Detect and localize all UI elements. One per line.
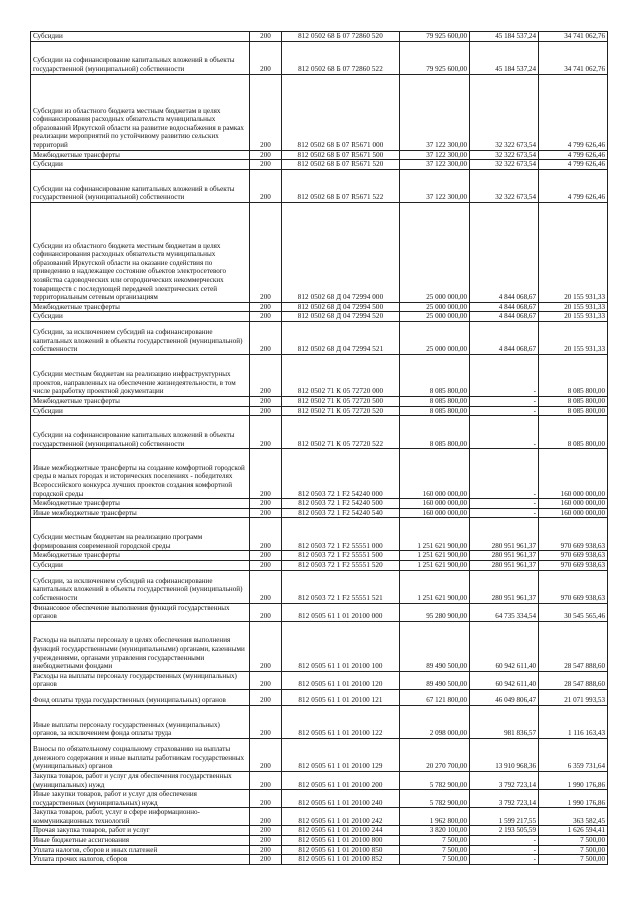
name-cell: Субсидии на софинансирование капитальных вложений в объекты государственной (муниципальной) собственности [31,41,250,74]
classifier-code-cell: 812 0503 72 1 F2 55551 521 [282,570,400,603]
table-row [31,836,608,846]
table-row [31,32,608,42]
executed-amount-cell: 4 844 068,67 [470,302,539,312]
executed-amount-cell: 2 193 505,59 [470,826,539,836]
name-cell: Иные бюджетные ассигнования [31,836,250,846]
approved-amount-cell: 67 121 800,00 [400,689,470,705]
classifier-code-cell: 812 0502 68 Б 07 R5671 500 [282,150,400,160]
name-cell: Субсидии [31,160,250,170]
remaining-amount-cell: 8 085 800,00 [539,406,608,416]
remaining-amount-cell: 7 500,00 [539,836,608,846]
line-code-cell: 200 [250,169,282,202]
table-row [31,790,608,808]
classifier-code-cell: 812 0503 72 1 F2 54240 540 [282,508,400,518]
remaining-amount-cell: 1 990 176,86 [539,790,608,808]
executed-amount-cell: - [470,836,539,846]
table-row [31,570,608,603]
line-code-cell: 200 [250,499,282,509]
name-cell: Уплата прочих налогов, сборов [31,855,250,865]
line-code-cell: 200 [250,449,282,499]
classifier-code-cell: 812 0502 71 К 05 72720 000 [282,354,400,396]
remaining-amount-cell: 4 799 626,46 [539,169,608,202]
name-cell: Фонд оплаты труда государственных (муниципальных) органов [31,689,250,705]
executed-amount-cell: 32 322 673,54 [470,150,539,160]
remaining-amount-cell: 970 669 938,63 [539,560,608,570]
approved-amount-cell: 2 098 000,00 [400,705,470,738]
table-row [31,169,608,202]
classifier-code-cell: 812 0502 68 Д 04 72994 500 [282,302,400,312]
executed-amount-cell: 32 322 673,54 [470,169,539,202]
table-row [31,302,608,312]
line-code-cell: 200 [250,150,282,160]
line-code-cell: 200 [250,855,282,865]
approved-amount-cell: 7 500,00 [400,845,470,855]
line-code-cell: 200 [250,508,282,518]
table-row [31,312,608,322]
name-cell: Расходы на выплаты персоналу в целях обеспечения выполнения функций государственными (муниципальными) органами, казенными учреждениями, органами управления государственными внебюджетными фондами [31,621,250,671]
classifier-code-cell: 812 0505 61 1 01 20100 129 [282,738,400,771]
line-code-cell: 200 [250,416,282,449]
approved-amount-cell: 160 000 000,00 [400,508,470,518]
remaining-amount-cell: 20 155 931,33 [539,202,608,302]
name-cell: Взносы по обязательному социальному страхованию на выплаты денежного содержания и иные выплаты работникам государственных (муниципальных) органов [31,738,250,771]
classifier-code-cell: 812 0505 61 1 01 20100 242 [282,808,400,826]
approved-amount-cell: 37 122 300,00 [400,169,470,202]
executed-amount-cell: - [470,508,539,518]
remaining-amount-cell: 28 547 888,60 [539,621,608,671]
approved-amount-cell: 1 962 800,00 [400,808,470,826]
executed-amount-cell: - [470,855,539,865]
line-code-cell: 200 [250,570,282,603]
classifier-code-cell: 812 0505 61 1 01 20100 000 [282,603,400,621]
executed-amount-cell: 981 836,57 [470,705,539,738]
remaining-amount-cell: 1 990 176,86 [539,771,608,789]
executed-amount-cell: - [470,845,539,855]
classifier-code-cell: 812 0502 68 Д 04 72994 520 [282,312,400,322]
executed-amount-cell: 280 951 961,37 [470,518,539,551]
table-row [31,689,608,705]
remaining-amount-cell: 160 000 000,00 [539,499,608,509]
classifier-code-cell: 812 0505 61 1 01 20100 852 [282,855,400,865]
classifier-code-cell: 812 0503 72 1 F2 54240 000 [282,449,400,499]
table-row [31,621,608,671]
line-code-cell: 200 [250,705,282,738]
remaining-amount-cell: 4 799 626,46 [539,150,608,160]
remaining-amount-cell: 34 741 062,76 [539,41,608,74]
name-cell: Межбюджетные трансферты [31,551,250,561]
approved-amount-cell: 1 251 621 900,00 [400,518,470,551]
executed-amount-cell: - [470,354,539,396]
table-row [31,855,608,865]
expense-table [30,31,608,865]
classifier-code-cell: 812 0505 61 1 01 20100 120 [282,671,400,689]
line-code-cell: 200 [250,845,282,855]
classifier-code-cell: 812 0502 68 Д 04 72994 521 [282,321,400,354]
executed-amount-cell: 60 942 611,40 [470,621,539,671]
executed-amount-cell: 4 844 068,67 [470,321,539,354]
classifier-code-cell: 812 0505 61 1 01 20100 121 [282,689,400,705]
executed-amount-cell: 280 951 961,37 [470,551,539,561]
executed-amount-cell: 4 844 068,67 [470,312,539,322]
classifier-code-cell: 812 0502 71 К 05 72720 522 [282,416,400,449]
executed-amount-cell: 280 951 961,37 [470,570,539,603]
executed-amount-cell: 45 184 537,24 [470,32,539,42]
name-cell: Субсидии на софинансирование капитальных вложений в объекты государственной (муниципальной) собственности [31,169,250,202]
classifier-code-cell: 812 0503 72 1 F2 54240 500 [282,499,400,509]
remaining-amount-cell: 21 071 993,53 [539,689,608,705]
table-row [31,354,608,396]
remaining-amount-cell: 8 085 800,00 [539,354,608,396]
name-cell: Субсидии [31,406,250,416]
line-code-cell: 200 [250,551,282,561]
line-code-cell: 200 [250,406,282,416]
table-row [31,705,608,738]
name-cell: Межбюджетные трансферты [31,499,250,509]
name-cell: Иные закупки товаров, работ и услуг для обеспечения государственных (муниципальных) нужд [31,790,250,808]
line-code-cell: 200 [250,396,282,406]
line-code-cell: 200 [250,671,282,689]
classifier-code-cell: 812 0505 61 1 01 20100 122 [282,705,400,738]
table-row [31,160,608,170]
executed-amount-cell: - [470,396,539,406]
name-cell: Закупка товаров, работ и услуг для обеспечения государственных (муниципальных) нужд [31,771,250,789]
remaining-amount-cell: 8 085 800,00 [539,396,608,406]
table-row [31,321,608,354]
table-row [31,150,608,160]
approved-amount-cell: 3 820 100,00 [400,826,470,836]
classifier-code-cell: 812 0502 71 К 05 72720 520 [282,406,400,416]
line-code-cell: 200 [250,354,282,396]
executed-amount-cell: 32 322 673,54 [470,74,539,150]
executed-amount-cell: - [470,449,539,499]
approved-amount-cell: 1 251 621 900,00 [400,560,470,570]
remaining-amount-cell: 20 155 931,33 [539,321,608,354]
line-code-cell: 200 [250,202,282,302]
table-row [31,74,608,150]
remaining-amount-cell: 8 085 800,00 [539,416,608,449]
approved-amount-cell: 160 000 000,00 [400,499,470,509]
line-code-cell: 200 [250,836,282,846]
approved-amount-cell: 1 251 621 900,00 [400,551,470,561]
table-row [31,603,608,621]
table-row [31,738,608,771]
executed-amount-cell: - [470,499,539,509]
approved-amount-cell: 5 782 900,00 [400,790,470,808]
line-code-cell: 200 [250,771,282,789]
approved-amount-cell: 95 280 900,00 [400,603,470,621]
classifier-code-cell: 812 0503 72 1 F2 55551 500 [282,551,400,561]
line-code-cell: 200 [250,302,282,312]
table-row [31,406,608,416]
approved-amount-cell: 8 085 800,00 [400,354,470,396]
line-code-cell: 200 [250,826,282,836]
approved-amount-cell: 89 490 500,00 [400,621,470,671]
table-row [31,396,608,406]
remaining-amount-cell: 7 500,00 [539,845,608,855]
remaining-amount-cell: 970 669 938,63 [539,570,608,603]
table-row [31,551,608,561]
table-row [31,808,608,826]
name-cell: Субсидии местным бюджетам на реализацию программ формирования современной городской среды [31,518,250,551]
classifier-code-cell: 812 0502 68 Б 07 72860 522 [282,41,400,74]
classifier-code-cell: 812 0502 68 Д 04 72994 000 [282,202,400,302]
approved-amount-cell: 79 925 600,00 [400,41,470,74]
executed-amount-cell: 3 792 723,14 [470,771,539,789]
remaining-amount-cell: 4 799 626,46 [539,160,608,170]
remaining-amount-cell: 970 669 938,63 [539,551,608,561]
name-cell: Субсидии, за исключением субсидий на софинансирование капитальных вложений в объекты государственной (муниципальной) собственности [31,570,250,603]
remaining-amount-cell: 28 547 888,60 [539,671,608,689]
table-row [31,518,608,551]
classifier-code-cell: 812 0502 68 Б 07 72860 520 [282,32,400,42]
table-row [31,560,608,570]
classifier-code-cell: 812 0505 61 1 01 20100 244 [282,826,400,836]
classifier-code-cell: 812 0505 61 1 01 20100 800 [282,836,400,846]
approved-amount-cell: 5 782 900,00 [400,771,470,789]
name-cell: Субсидии, за исключением субсидий на софинансирование капитальных вложений в объекты государственной (муниципальной) собственности [31,321,250,354]
remaining-amount-cell: 160 000 000,00 [539,449,608,499]
remaining-amount-cell: 363 582,45 [539,808,608,826]
approved-amount-cell: 37 122 300,00 [400,74,470,150]
line-code-cell: 200 [250,312,282,322]
classifier-code-cell: 812 0502 68 Б 07 R5671 000 [282,74,400,150]
table-row [31,416,608,449]
line-code-cell: 200 [250,790,282,808]
approved-amount-cell: 8 085 800,00 [400,406,470,416]
table-row [31,202,608,302]
classifier-code-cell: 812 0503 72 1 F2 55551 520 [282,560,400,570]
remaining-amount-cell: 970 669 938,63 [539,518,608,551]
table-row [31,508,608,518]
name-cell: Субсидии из областного бюджета местным бюджетам в целях софинансирования расходных обязательств муниципальных образований Иркутской области на развитие водоснабжения в рамках реализации мероприятий по устойчивому развитию сельских территорий [31,74,250,150]
remaining-amount-cell: 6 359 731,64 [539,738,608,771]
approved-amount-cell: 25 000 000,00 [400,302,470,312]
name-cell: Субсидии из областного бюджета местным бюджетам в целях софинансирования расходных обязательств муниципальных образований Иркутской области на оказание содействия по приведению в надлежащее состояние объектов электросетевого хозяйства садоводческих или огороднических некоммерческих товариществ с последующей передачей электрических сетей территориальным сетевым организациям [31,202,250,302]
name-cell: Уплата налогов, сборов и иных платежей [31,845,250,855]
executed-amount-cell: 3 792 723,14 [470,790,539,808]
name-cell: Межбюджетные трансферты [31,302,250,312]
name-cell: Закупка товаров, работ, услуг в сфере информационно-коммуникационных технологий [31,808,250,826]
executed-amount-cell: 13 910 968,36 [470,738,539,771]
line-code-cell: 200 [250,32,282,42]
executed-amount-cell: 280 951 961,37 [470,560,539,570]
remaining-amount-cell: 1 626 594,41 [539,826,608,836]
remaining-amount-cell: 20 155 931,33 [539,312,608,322]
line-code-cell: 200 [250,621,282,671]
approved-amount-cell: 8 085 800,00 [400,416,470,449]
table-row [31,671,608,689]
executed-amount-cell: 60 942 611,40 [470,671,539,689]
classifier-code-cell: 812 0505 61 1 01 20100 200 [282,771,400,789]
table-body [31,32,608,865]
line-code-cell: 200 [250,160,282,170]
approved-amount-cell: 37 122 300,00 [400,160,470,170]
approved-amount-cell: 37 122 300,00 [400,150,470,160]
approved-amount-cell: 7 500,00 [400,836,470,846]
remaining-amount-cell: 34 741 062,76 [539,32,608,42]
executed-amount-cell: - [470,416,539,449]
approved-amount-cell: 79 925 600,00 [400,32,470,42]
remaining-amount-cell: 1 116 163,43 [539,705,608,738]
approved-amount-cell: 1 251 621 900,00 [400,570,470,603]
name-cell: Финансовое обеспечение выполнения функций государственных органов [31,603,250,621]
name-cell: Иные выплаты персоналу государственных (муниципальных) органов, за исключением фонда оплаты труда [31,705,250,738]
approved-amount-cell: 8 085 800,00 [400,396,470,406]
classifier-code-cell: 812 0503 72 1 F2 55551 000 [282,518,400,551]
name-cell: Расходы на выплаты персоналу государственных (муниципальных) органов [31,671,250,689]
classifier-code-cell: 812 0505 61 1 01 20100 850 [282,845,400,855]
table-row [31,449,608,499]
table-row [31,845,608,855]
approved-amount-cell: 25 000 000,00 [400,312,470,322]
executed-amount-cell: 4 844 068,67 [470,202,539,302]
approved-amount-cell: 160 000 000,00 [400,449,470,499]
remaining-amount-cell: 30 545 565,46 [539,603,608,621]
table-row [31,771,608,789]
approved-amount-cell: 25 000 000,00 [400,202,470,302]
name-cell: Межбюджетные трансферты [31,150,250,160]
executed-amount-cell: - [470,406,539,416]
name-cell: Субсидии на софинансирование капитальных вложений в объекты государственной (муниципальной) собственности [31,416,250,449]
line-code-cell: 200 [250,689,282,705]
line-code-cell: 200 [250,41,282,74]
remaining-amount-cell: 20 155 931,33 [539,302,608,312]
executed-amount-cell: 46 049 806,47 [470,689,539,705]
classifier-code-cell: 812 0502 68 Б 07 R5671 522 [282,169,400,202]
table-row [31,499,608,509]
classifier-code-cell: 812 0502 68 Б 07 R5671 520 [282,160,400,170]
remaining-amount-cell: 160 000 000,00 [539,508,608,518]
remaining-amount-cell: 7 500,00 [539,855,608,865]
approved-amount-cell: 20 270 700,00 [400,738,470,771]
line-code-cell: 200 [250,518,282,551]
name-cell: Субсидии местным бюджетам на реализацию инфраструктурных проектов, направленных на обеспечение жизнедеятельности, в том числе разработку проектной документации [31,354,250,396]
executed-amount-cell: 32 322 673,54 [470,160,539,170]
name-cell: Субсидии [31,32,250,42]
table-row [31,826,608,836]
approved-amount-cell: 7 500,00 [400,855,470,865]
classifier-code-cell: 812 0502 71 К 05 72720 500 [282,396,400,406]
executed-amount-cell: 45 184 537,24 [470,41,539,74]
approved-amount-cell: 25 000 000,00 [400,321,470,354]
table-row [31,41,608,74]
executed-amount-cell: 64 735 334,54 [470,603,539,621]
line-code-cell: 200 [250,321,282,354]
classifier-code-cell: 812 0505 61 1 01 20100 240 [282,790,400,808]
approved-amount-cell: 89 490 500,00 [400,671,470,689]
classifier-code-cell: 812 0505 61 1 01 20100 100 [282,621,400,671]
name-cell: Иные межбюджетные трансферты [31,508,250,518]
name-cell: Межбюджетные трансферты [31,396,250,406]
name-cell: Иные межбюджетные трансферты на создание комфортной городской среды в малых городах и исторических поселениях - победителях Всероссийского конкурса лучших проектов создания комфортной городской среды [31,449,250,499]
line-code-cell: 200 [250,808,282,826]
remaining-amount-cell: 4 799 626,46 [539,74,608,150]
executed-amount-cell: 1 599 217,55 [470,808,539,826]
line-code-cell: 200 [250,738,282,771]
line-code-cell: 200 [250,74,282,150]
name-cell: Субсидии [31,560,250,570]
line-code-cell: 200 [250,603,282,621]
name-cell: Прочая закупка товаров, работ и услуг [31,826,250,836]
line-code-cell: 200 [250,560,282,570]
name-cell: Субсидии [31,312,250,322]
budget-execution-table [30,31,607,865]
